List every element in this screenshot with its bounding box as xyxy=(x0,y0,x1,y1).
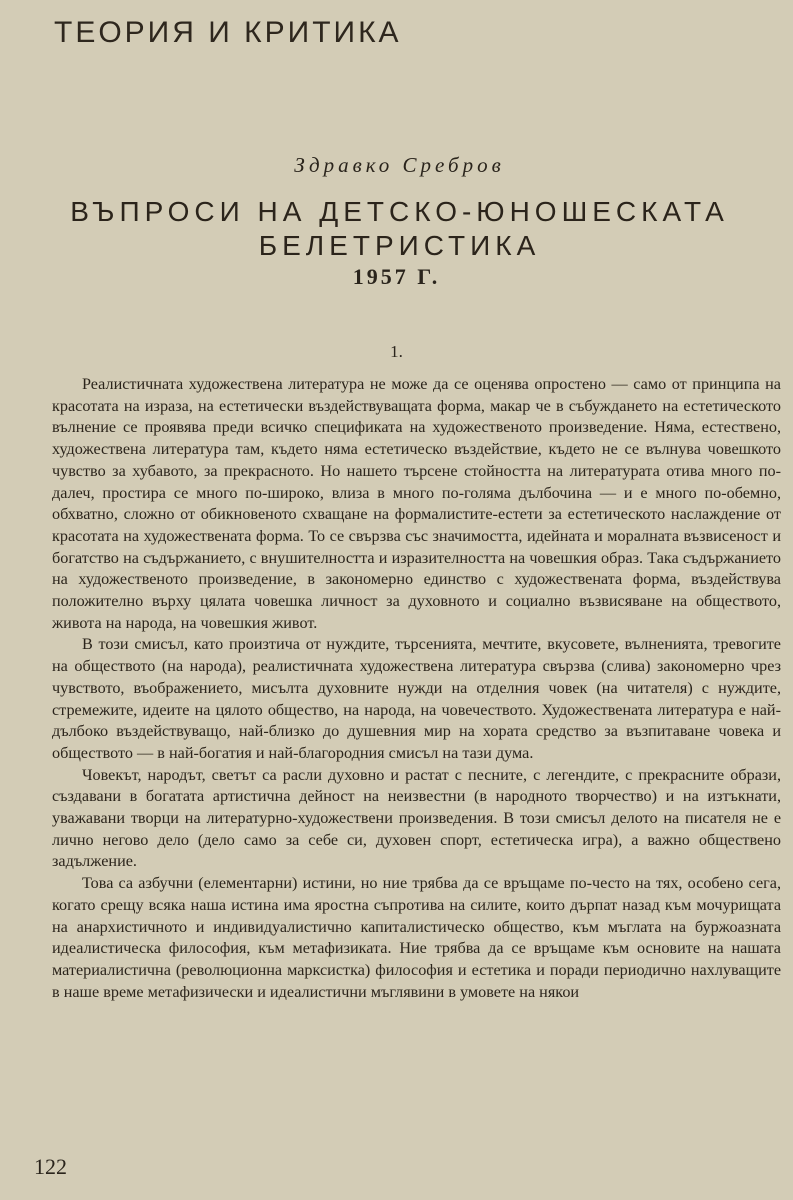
author-name: Здравко Сребров xyxy=(294,153,505,177)
paragraph: Човекът, народът, светът са расли духовно и растат с песните, с легендите, с прекрасните образи, създавани в богатата артистична дейност на неизвестни (в народното творчество) и на изтъкнати, уважавани творци на литературно-художествени произведения. В този смисъл делото на писателя не е лично негово дело (дело само за себе си, духовен спорт, естетическа игра), а важно обществено задължение. xyxy=(52,765,781,871)
article-title-line-1: ВЪПРОСИ НА ДЕТСКО-ЮНОШЕСКАТА xyxy=(70,196,729,227)
section-number: 1. xyxy=(390,342,403,361)
page-number: 122 xyxy=(34,1154,67,1179)
article-year: 1957 Г. xyxy=(352,264,441,289)
paragraph: В този смисъл, като произтича от нуждите, търсенията, мечтите, вкусовете, вълненията, тревогите на обществото (на народа), реалистичната художествена литература свързва (слива) закономерно чрез чувството, въображението, мисълта духовните нужди на отделния човек (на читателя) с нуждите, стремежите, идеите на цялото общество, на народа, на човечеството. Художествената литература е най-дълбоко въздействуващо, най-близко до душевния мир на хората средство за възпитаване човека и обществото — в най-богатия и най-благородния смисъл на тази дума. xyxy=(52,635,781,762)
paragraph: Реалистичната художествена литература не може да се оценява опростено — само от принципа на красотата на израза, на естетически въздействуващата форма, макар че в събуждането на естетическото вълнение се проявява преди всичко спецификата на художественото произведение. Няма, естествено, художествена литература там, където няма естетическо въздействие, където не се вълнува човешкото чувство за хубавото, за прекрасното. Но нашето търсене стойността на литературата отива много по-далеч, простира се много по-широко, влиза в много по-голяма дълбочина — и е много по-обемно, обхватно, сложно от обикновеното схващане на формалистите-естети за естетическото наслаждение от красотата на художествената форма. То се свързва със значимостта, идейната и моралната възвисеност и богатство на съдържанието, с внушителността и изразителността на човешкия образ. Така съдържанието на художественото произведение, в закономерно единство с художествената форма, въздействува положително върху цялата човешка личност за духовното и социално възвисяване на обществото, живота на народа, на човешкия живот. xyxy=(52,375,781,632)
section-header: ТЕОРИЯ И КРИТИКА xyxy=(54,16,402,49)
article-title-line-2: БЕЛЕТРИСТИКА xyxy=(258,230,541,261)
article-body xyxy=(52,374,781,1003)
paragraph: Това са азбучни (елементарни) истини, но ние трябва да се връщаме по-често на тях, особено сега, когато срещу всяка наша истина има яростна съпротива на силите, които дърпат назад към мочурищата на анархистичното и индивидуалистично капиталистическо общество, към мъглата на буржоазната идеалистическа философия, към метафизиката. Ние трябва да се връщаме към основите на нашата материалистична (революционна марксистка) философия и естетика и поради периодично нахлуващите в наше време метафизически и идеалистични мъглявини в умовете на някои xyxy=(52,874,781,1001)
